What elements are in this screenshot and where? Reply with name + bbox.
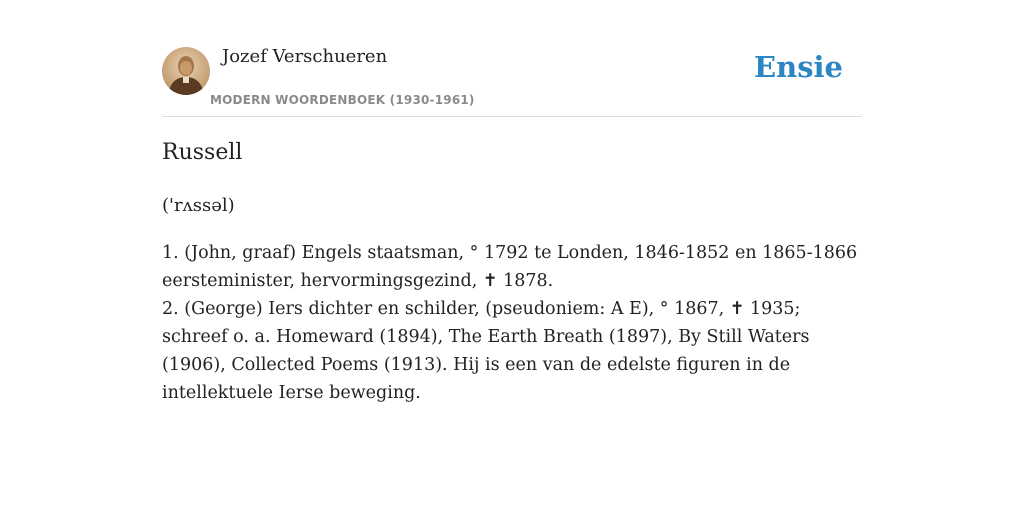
entry-pronunciation: ('rʌssəl) xyxy=(162,195,235,216)
entry-title: Russell xyxy=(162,140,243,165)
ensie-logo[interactable]: Ensie xyxy=(754,50,843,84)
author-avatar[interactable] xyxy=(162,47,210,95)
author-name[interactable]: Jozef Verschueren xyxy=(222,46,388,67)
definition-paragraph-1: 1. (John, graaf) Engels staatsman, ° 1792 te Londen, 1846-1852 en 1865-1866 eersteminister, hervormingsgezind, ✝ 1878. xyxy=(162,243,858,291)
dictionary-source[interactable]: MODERN WOORDENBOEK (1930-1961) xyxy=(210,93,475,107)
header xyxy=(162,40,862,117)
definition-paragraph-2: 2. (George) Iers dichter en schilder, (pseudoniem: A E), ° 1867, ✝ 1935; schreef o. a. Homeward (1894), The Earth Breath (1897), By Still Waters (1906), Collected Poems (1913). Hij is een van de edelste figuren in de intellektuele Ierse beweging. xyxy=(162,299,810,403)
author-portrait-image xyxy=(162,47,210,95)
entry-definition xyxy=(162,239,862,407)
